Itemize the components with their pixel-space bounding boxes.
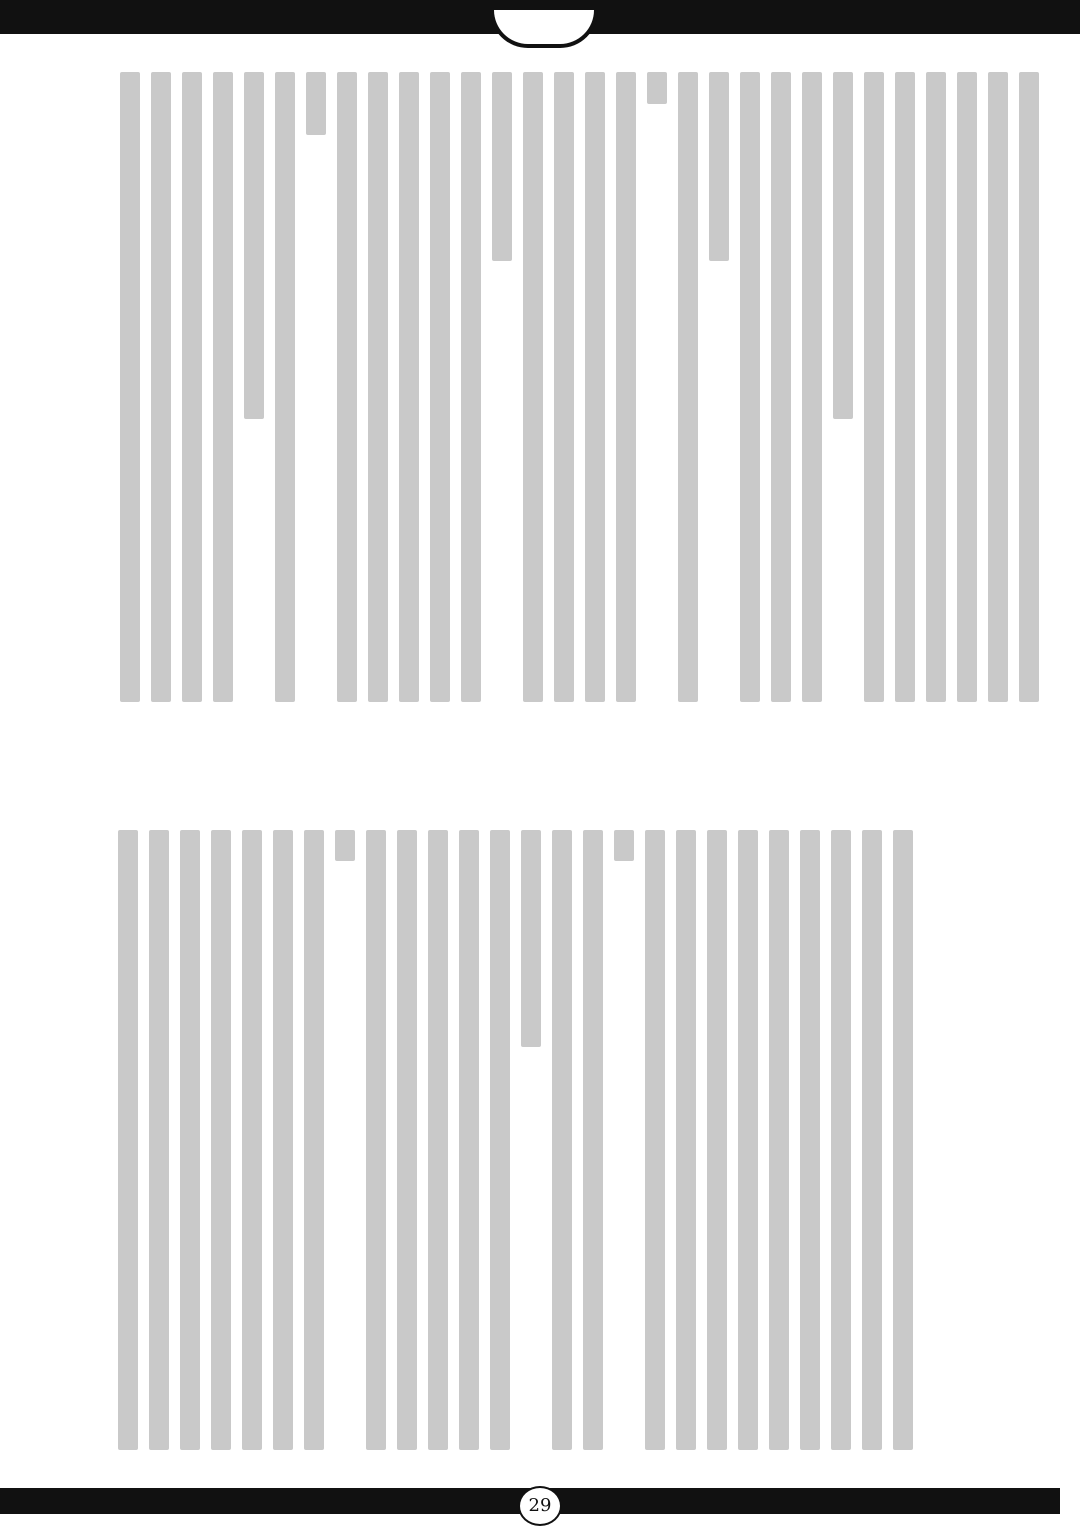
redacted-text-column bbox=[211, 830, 231, 1450]
redacted-text-column bbox=[554, 72, 574, 702]
redacted-text-column bbox=[676, 830, 696, 1450]
redacted-text-column bbox=[337, 72, 357, 702]
redacted-text-column bbox=[771, 72, 791, 702]
redacted-text-column bbox=[523, 72, 543, 702]
redacted-text-column bbox=[740, 72, 760, 702]
redacted-text-column bbox=[707, 830, 727, 1450]
redacted-text-column bbox=[366, 830, 386, 1450]
upper-text-block bbox=[120, 72, 1039, 702]
redacted-text-column bbox=[800, 830, 820, 1450]
redacted-text-column bbox=[306, 72, 326, 135]
redacted-text-column bbox=[616, 72, 636, 702]
page-number: 29 bbox=[518, 1486, 562, 1526]
redacted-text-column bbox=[957, 72, 977, 702]
redacted-text-column bbox=[1019, 72, 1039, 702]
top-border-notch bbox=[490, 10, 598, 48]
redacted-text-column bbox=[521, 830, 541, 1047]
redacted-text-column bbox=[895, 72, 915, 702]
redacted-text-column bbox=[273, 830, 293, 1450]
redacted-text-column bbox=[769, 830, 789, 1450]
redacted-text-column bbox=[893, 830, 913, 1450]
redacted-text-column bbox=[647, 72, 667, 104]
redacted-text-column bbox=[864, 72, 884, 702]
redacted-text-column bbox=[926, 72, 946, 702]
redacted-text-column bbox=[397, 830, 417, 1450]
redacted-text-column bbox=[430, 72, 450, 702]
redacted-text-column bbox=[492, 72, 512, 261]
redacted-text-column bbox=[678, 72, 698, 702]
redacted-text-column bbox=[182, 72, 202, 702]
redacted-text-column bbox=[120, 72, 140, 702]
redacted-text-column bbox=[585, 72, 605, 702]
redacted-text-column bbox=[428, 830, 448, 1450]
redacted-text-column bbox=[118, 830, 138, 1450]
redacted-text-column bbox=[833, 72, 853, 419]
redacted-text-column bbox=[180, 830, 200, 1450]
redacted-text-column bbox=[862, 830, 882, 1450]
redacted-text-column bbox=[244, 72, 264, 419]
redacted-text-column bbox=[368, 72, 388, 702]
redacted-text-column bbox=[275, 72, 295, 702]
redacted-text-column bbox=[242, 830, 262, 1450]
redacted-text-column bbox=[988, 72, 1008, 702]
redacted-text-column bbox=[399, 72, 419, 702]
redacted-text-column bbox=[490, 830, 510, 1450]
redacted-text-column bbox=[802, 72, 822, 702]
redacted-text-column bbox=[213, 72, 233, 702]
redacted-text-column bbox=[583, 830, 603, 1450]
redacted-text-column bbox=[552, 830, 572, 1450]
redacted-text-column bbox=[614, 830, 634, 861]
redacted-text-column bbox=[831, 830, 851, 1450]
redacted-text-column bbox=[149, 830, 169, 1450]
redacted-text-column bbox=[304, 830, 324, 1450]
redacted-text-column bbox=[459, 830, 479, 1450]
redacted-text-column bbox=[709, 72, 729, 261]
redacted-text-column bbox=[335, 830, 355, 861]
redacted-text-column bbox=[645, 830, 665, 1450]
redacted-text-column bbox=[738, 830, 758, 1450]
redacted-text-column bbox=[151, 72, 171, 702]
lower-text-block bbox=[118, 830, 913, 1450]
redacted-text-column bbox=[461, 72, 481, 702]
